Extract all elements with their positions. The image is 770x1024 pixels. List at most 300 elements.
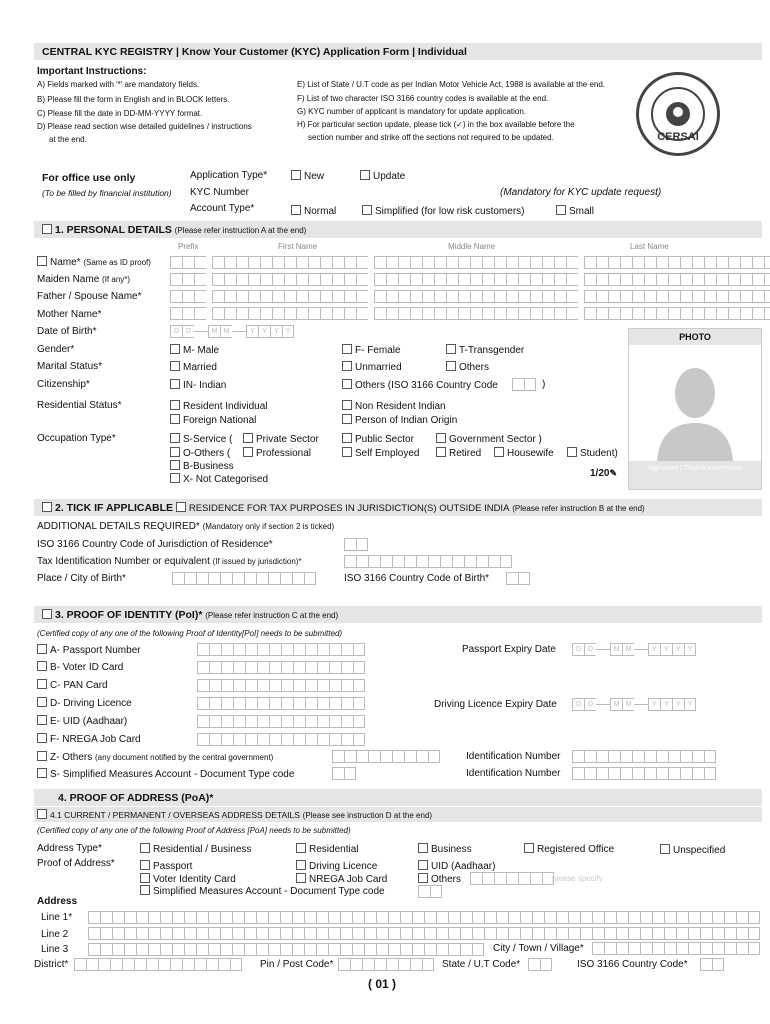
entry-box[interactable] xyxy=(352,943,364,956)
entry-box[interactable] xyxy=(296,290,308,303)
entry-box[interactable] xyxy=(410,307,422,320)
entry-box[interactable] xyxy=(305,715,317,728)
tin-boxes[interactable] xyxy=(344,555,512,568)
poa-simplified-checkbox[interactable] xyxy=(140,885,150,895)
entry-box[interactable] xyxy=(608,750,620,763)
entry-box[interactable] xyxy=(434,256,446,269)
pin-boxes[interactable] xyxy=(338,958,434,971)
dl-checkbox[interactable] xyxy=(37,697,47,707)
entry-box[interactable] xyxy=(398,958,410,971)
entry-box[interactable] xyxy=(688,927,700,940)
entry-box[interactable] xyxy=(170,290,182,303)
entry-box[interactable] xyxy=(86,958,98,971)
poa-passport[interactable] xyxy=(140,860,192,872)
poi-simplified[interactable] xyxy=(37,768,294,780)
entry-box[interactable] xyxy=(446,307,458,320)
residential-checkbox[interactable] xyxy=(296,843,306,853)
entry-box[interactable] xyxy=(700,927,712,940)
entry-box[interactable] xyxy=(436,927,448,940)
entry-box[interactable] xyxy=(317,697,329,710)
entry-box[interactable] xyxy=(692,273,704,286)
entry-box[interactable] xyxy=(404,555,416,568)
entry-box[interactable] xyxy=(476,555,488,568)
entry-box[interactable] xyxy=(620,750,632,763)
entry-box[interactable] xyxy=(320,273,332,286)
entry-box[interactable] xyxy=(233,715,245,728)
entry-box[interactable] xyxy=(148,911,160,924)
entry-box[interactable] xyxy=(248,256,260,269)
unmarried-checkbox[interactable] xyxy=(342,361,352,371)
entry-box[interactable] xyxy=(148,943,160,956)
entry-box[interactable] xyxy=(470,256,482,269)
entry-box[interactable] xyxy=(332,750,344,763)
entry-box[interactable] xyxy=(356,273,368,286)
entry-box[interactable] xyxy=(194,307,206,320)
entry-box[interactable] xyxy=(532,927,544,940)
entry-box[interactable] xyxy=(724,942,736,955)
entry-box[interactable] xyxy=(184,943,196,956)
entry-box[interactable] xyxy=(353,661,365,674)
foreign-checkbox[interactable] xyxy=(170,414,180,424)
entry-box[interactable] xyxy=(488,555,500,568)
entry-box[interactable] xyxy=(716,273,728,286)
entry-box[interactable] xyxy=(736,942,748,955)
entry-box[interactable] xyxy=(704,256,716,269)
entry-box[interactable] xyxy=(542,290,554,303)
entry-box[interactable] xyxy=(632,750,644,763)
entry-box[interactable] xyxy=(340,911,352,924)
entry-box[interactable] xyxy=(248,290,260,303)
entry-box[interactable] xyxy=(293,679,305,692)
occ-private[interactable] xyxy=(243,433,319,445)
entry-box[interactable] xyxy=(353,643,365,656)
entry-box[interactable] xyxy=(220,572,232,585)
entry-box[interactable] xyxy=(434,307,446,320)
entry-box[interactable] xyxy=(304,911,316,924)
entry-box[interactable] xyxy=(344,290,356,303)
entry-box[interactable] xyxy=(764,273,770,286)
entry-box[interactable] xyxy=(304,572,316,585)
entry-box[interactable] xyxy=(436,943,448,956)
entry-box[interactable] xyxy=(680,750,692,763)
line1-boxes[interactable] xyxy=(88,911,760,924)
entry-box[interactable] xyxy=(281,697,293,710)
entry-box[interactable] xyxy=(680,256,692,269)
entry-box[interactable] xyxy=(236,307,248,320)
entry-box[interactable] xyxy=(232,572,244,585)
dob-y4[interactable]: Y xyxy=(282,325,294,338)
entry-box[interactable] xyxy=(350,958,362,971)
resident-checkbox[interactable] xyxy=(170,400,180,410)
entry-box[interactable] xyxy=(220,927,232,940)
entry-box[interactable] xyxy=(604,942,616,955)
entry-box[interactable] xyxy=(676,911,688,924)
poa-others[interactable] xyxy=(418,873,461,885)
entry-box[interactable] xyxy=(542,273,554,286)
entry-box[interactable] xyxy=(752,273,764,286)
entry-box[interactable] xyxy=(209,697,221,710)
entry-box[interactable] xyxy=(374,307,386,320)
entry-box[interactable] xyxy=(317,715,329,728)
housewife-checkbox[interactable] xyxy=(494,447,504,457)
entry-box[interactable] xyxy=(632,256,644,269)
poa-uid[interactable] xyxy=(418,860,495,872)
entry-box[interactable] xyxy=(500,555,512,568)
z-others-checkbox[interactable] xyxy=(37,751,47,761)
occ-others[interactable] xyxy=(170,447,230,459)
entry-box[interactable] xyxy=(281,643,293,656)
entry-box[interactable] xyxy=(272,273,284,286)
entry-box[interactable] xyxy=(398,307,410,320)
entry-box[interactable] xyxy=(518,872,530,885)
entry-box[interactable] xyxy=(644,273,656,286)
id-number-boxes-z[interactable] xyxy=(572,750,716,763)
entry-box[interactable] xyxy=(448,927,460,940)
entry-box[interactable] xyxy=(280,943,292,956)
entry-box[interactable] xyxy=(640,942,652,955)
entry-box[interactable] xyxy=(448,943,460,956)
entry-box[interactable] xyxy=(388,927,400,940)
entry-box[interactable] xyxy=(356,290,368,303)
entry-box[interactable] xyxy=(209,643,221,656)
entry-box[interactable] xyxy=(352,911,364,924)
entry-box[interactable] xyxy=(700,942,712,955)
entry-box[interactable] xyxy=(656,273,668,286)
entry-box[interactable] xyxy=(632,307,644,320)
entry-box[interactable] xyxy=(340,943,352,956)
entry-box[interactable] xyxy=(532,911,544,924)
entry-box[interactable] xyxy=(248,273,260,286)
entry-box[interactable] xyxy=(172,943,184,956)
gender-male[interactable] xyxy=(170,344,219,356)
entry-box[interactable] xyxy=(592,942,604,955)
entry-box[interactable] xyxy=(740,256,752,269)
entry-box[interactable] xyxy=(422,256,434,269)
poi-uid[interactable] xyxy=(37,715,127,727)
iso-country-boxes[interactable] xyxy=(700,958,724,971)
gender-trans[interactable] xyxy=(446,344,524,356)
entry-box[interactable] xyxy=(556,911,568,924)
entry-box[interactable] xyxy=(280,572,292,585)
entry-box[interactable] xyxy=(506,273,518,286)
entry-box[interactable] xyxy=(244,572,256,585)
marital-others[interactable] xyxy=(446,361,489,373)
entry-box[interactable] xyxy=(221,643,233,656)
entry-box[interactable] xyxy=(632,290,644,303)
entry-box[interactable] xyxy=(308,290,320,303)
poa-simplified[interactable] xyxy=(140,885,385,897)
entry-box[interactable] xyxy=(224,307,236,320)
entry-box[interactable] xyxy=(398,290,410,303)
entry-box[interactable] xyxy=(472,927,484,940)
entry-box[interactable] xyxy=(281,733,293,746)
entry-box[interactable] xyxy=(184,927,196,940)
entry-box[interactable] xyxy=(317,733,329,746)
z-others-boxes[interactable] xyxy=(332,750,440,763)
addr-reg-office[interactable] xyxy=(524,843,614,855)
entry-box[interactable] xyxy=(446,273,458,286)
entry-box[interactable] xyxy=(256,943,268,956)
entry-box[interactable] xyxy=(170,273,182,286)
entry-box[interactable] xyxy=(566,307,578,320)
entry-box[interactable] xyxy=(604,927,616,940)
entry-box[interactable] xyxy=(281,715,293,728)
entry-box[interactable] xyxy=(341,661,353,674)
name-boxes[interactable] xyxy=(170,256,770,269)
voter-id-boxes[interactable] xyxy=(197,661,365,674)
entry-box[interactable] xyxy=(460,927,472,940)
retired-checkbox[interactable] xyxy=(436,447,446,457)
entry-box[interactable] xyxy=(692,290,704,303)
entry-box[interactable] xyxy=(410,273,422,286)
entry-box[interactable] xyxy=(248,307,260,320)
poa-simplified-boxes[interactable] xyxy=(418,885,442,898)
entry-box[interactable] xyxy=(218,958,230,971)
govt-checkbox[interactable] xyxy=(436,433,446,443)
entry-box[interactable] xyxy=(388,943,400,956)
entry-box[interactable] xyxy=(652,942,664,955)
entry-box[interactable] xyxy=(256,911,268,924)
entry-box[interactable] xyxy=(268,943,280,956)
pio-checkbox[interactable] xyxy=(342,414,352,424)
passport-number-boxes[interactable] xyxy=(197,643,365,656)
new-checkbox[interactable] xyxy=(291,170,301,180)
entry-box[interactable] xyxy=(656,307,668,320)
entry-box[interactable] xyxy=(304,927,316,940)
entry-box[interactable] xyxy=(404,750,416,763)
entry-box[interactable] xyxy=(305,643,317,656)
entry-box[interactable] xyxy=(182,256,194,269)
indian-checkbox[interactable] xyxy=(170,379,180,389)
entry-box[interactable] xyxy=(728,256,740,269)
uid-boxes[interactable] xyxy=(197,715,365,728)
entry-box[interactable] xyxy=(376,943,388,956)
entry-box[interactable] xyxy=(398,273,410,286)
entry-box[interactable] xyxy=(374,256,386,269)
entry-box[interactable] xyxy=(341,643,353,656)
entry-box[interactable] xyxy=(386,256,398,269)
entry-box[interactable] xyxy=(400,911,412,924)
entry-box[interactable] xyxy=(740,307,752,320)
entry-box[interactable] xyxy=(170,307,182,320)
entry-box[interactable] xyxy=(296,307,308,320)
entry-box[interactable] xyxy=(146,958,158,971)
entry-box[interactable] xyxy=(344,307,356,320)
entry-box[interactable] xyxy=(764,256,770,269)
name-checkbox[interactable] xyxy=(37,256,47,266)
id-number-boxes-s[interactable] xyxy=(572,767,716,780)
entry-box[interactable] xyxy=(704,307,716,320)
entry-box[interactable] xyxy=(158,958,170,971)
entry-box[interactable] xyxy=(494,872,506,885)
entry-box[interactable] xyxy=(100,911,112,924)
entry-box[interactable] xyxy=(704,750,716,763)
entry-box[interactable] xyxy=(260,273,272,286)
poi-nrega[interactable] xyxy=(37,733,141,745)
entry-box[interactable] xyxy=(112,943,124,956)
entry-box[interactable] xyxy=(269,697,281,710)
entry-box[interactable] xyxy=(712,927,724,940)
entry-box[interactable] xyxy=(100,927,112,940)
entry-box[interactable] xyxy=(386,273,398,286)
occ-retired[interactable] xyxy=(436,447,481,459)
mother-boxes[interactable] xyxy=(170,307,770,320)
passport-expiry-boxes[interactable]: D D M M Y Y Y Y xyxy=(572,643,696,656)
entry-box[interactable] xyxy=(566,256,578,269)
entry-box[interactable] xyxy=(329,643,341,656)
entry-box[interactable] xyxy=(484,911,496,924)
reg-office-checkbox[interactable] xyxy=(524,843,534,853)
unspecified-checkbox[interactable] xyxy=(660,844,670,854)
entry-box[interactable] xyxy=(100,943,112,956)
entry-box[interactable] xyxy=(244,927,256,940)
s-simplified-checkbox[interactable] xyxy=(37,768,47,778)
entry-box[interactable] xyxy=(554,307,566,320)
entry-box[interactable] xyxy=(340,927,352,940)
entry-box[interactable] xyxy=(764,290,770,303)
entry-box[interactable] xyxy=(530,273,542,286)
entry-box[interactable] xyxy=(212,307,224,320)
entry-box[interactable] xyxy=(596,256,608,269)
account-small-option[interactable] xyxy=(556,205,594,217)
entry-box[interactable] xyxy=(764,307,770,320)
entry-box[interactable] xyxy=(692,256,704,269)
entry-box[interactable] xyxy=(260,290,272,303)
entry-box[interactable] xyxy=(592,927,604,940)
entry-box[interactable] xyxy=(530,256,542,269)
poa-passport-checkbox[interactable] xyxy=(140,860,150,870)
entry-box[interactable] xyxy=(544,927,556,940)
entry-box[interactable] xyxy=(112,911,124,924)
entry-box[interactable] xyxy=(472,911,484,924)
entry-box[interactable] xyxy=(317,679,329,692)
entry-box[interactable] xyxy=(496,911,508,924)
entry-box[interactable] xyxy=(245,697,257,710)
poa-dl-checkbox[interactable] xyxy=(296,860,306,870)
entry-box[interactable] xyxy=(608,273,620,286)
entry-box[interactable] xyxy=(572,767,584,780)
entry-box[interactable] xyxy=(628,942,640,955)
entry-box[interactable] xyxy=(752,290,764,303)
entry-box[interactable] xyxy=(724,911,736,924)
entry-box[interactable] xyxy=(428,750,440,763)
entry-box[interactable] xyxy=(752,307,764,320)
entry-box[interactable] xyxy=(194,290,206,303)
entry-box[interactable] xyxy=(380,750,392,763)
entry-box[interactable] xyxy=(620,767,632,780)
entry-box[interactable] xyxy=(568,911,580,924)
entry-box[interactable] xyxy=(566,290,578,303)
private-checkbox[interactable] xyxy=(243,433,253,443)
entry-box[interactable] xyxy=(386,307,398,320)
entry-box[interactable] xyxy=(329,733,341,746)
entry-box[interactable] xyxy=(596,750,608,763)
entry-box[interactable] xyxy=(520,911,532,924)
entry-box[interactable] xyxy=(392,555,404,568)
uid-checkbox[interactable] xyxy=(37,715,47,725)
entry-box[interactable] xyxy=(221,697,233,710)
entry-box[interactable] xyxy=(692,767,704,780)
entry-box[interactable] xyxy=(470,872,482,885)
entry-box[interactable] xyxy=(304,943,316,956)
entry-box[interactable] xyxy=(542,256,554,269)
res-pio[interactable] xyxy=(342,414,457,426)
entry-box[interactable] xyxy=(338,958,350,971)
entry-box[interactable] xyxy=(632,273,644,286)
entry-box[interactable] xyxy=(680,273,692,286)
entry-box[interactable] xyxy=(353,697,365,710)
marital-others-checkbox[interactable] xyxy=(446,361,456,371)
res-bus-checkbox[interactable] xyxy=(140,843,150,853)
entry-box[interactable] xyxy=(284,273,296,286)
account-simplified-option[interactable] xyxy=(362,205,524,217)
entry-box[interactable] xyxy=(184,572,196,585)
entry-box[interactable] xyxy=(344,273,356,286)
entry-box[interactable] xyxy=(329,697,341,710)
entry-box[interactable] xyxy=(196,927,208,940)
entry-box[interactable] xyxy=(136,927,148,940)
entry-box[interactable] xyxy=(470,273,482,286)
entry-box[interactable] xyxy=(568,927,580,940)
entry-box[interactable] xyxy=(208,943,220,956)
entry-box[interactable] xyxy=(436,911,448,924)
entry-box[interactable] xyxy=(88,943,100,956)
poa-others-boxes[interactable] xyxy=(470,872,554,885)
entry-box[interactable] xyxy=(284,307,296,320)
entry-box[interactable] xyxy=(160,943,172,956)
occ-public[interactable] xyxy=(342,433,414,445)
entry-box[interactable] xyxy=(296,273,308,286)
entry-box[interactable] xyxy=(88,927,100,940)
occ-not-cat[interactable] xyxy=(170,473,268,485)
entry-box[interactable] xyxy=(596,290,608,303)
entry-box[interactable] xyxy=(353,733,365,746)
entry-box[interactable] xyxy=(293,643,305,656)
entry-box[interactable] xyxy=(446,290,458,303)
entry-box[interactable] xyxy=(748,911,760,924)
entry-box[interactable] xyxy=(608,767,620,780)
entry-box[interactable] xyxy=(644,750,656,763)
entry-box[interactable] xyxy=(230,958,242,971)
entry-box[interactable] xyxy=(494,307,506,320)
entry-box[interactable] xyxy=(356,555,368,568)
entry-box[interactable] xyxy=(554,290,566,303)
entry-box[interactable] xyxy=(518,256,530,269)
citizen-others-checkbox[interactable] xyxy=(342,379,352,389)
entry-box[interactable] xyxy=(197,643,209,656)
entry-box[interactable] xyxy=(716,290,728,303)
entry-box[interactable] xyxy=(542,307,554,320)
entry-box[interactable] xyxy=(316,943,328,956)
addr-residential[interactable] xyxy=(296,843,358,855)
entry-box[interactable] xyxy=(293,661,305,674)
entry-box[interactable] xyxy=(584,307,596,320)
occ-service[interactable] xyxy=(170,433,232,445)
app-update-option[interactable] xyxy=(360,170,405,182)
entry-box[interactable] xyxy=(353,715,365,728)
entry-box[interactable] xyxy=(236,256,248,269)
entry-box[interactable] xyxy=(332,256,344,269)
entry-box[interactable] xyxy=(305,697,317,710)
dob-boxes[interactable] xyxy=(170,325,294,338)
entry-box[interactable] xyxy=(422,290,434,303)
entry-box[interactable] xyxy=(554,273,566,286)
entry-box[interactable] xyxy=(494,256,506,269)
entry-box[interactable] xyxy=(194,273,206,286)
entry-box[interactable] xyxy=(332,273,344,286)
entry-box[interactable] xyxy=(220,911,232,924)
entry-box[interactable] xyxy=(644,290,656,303)
